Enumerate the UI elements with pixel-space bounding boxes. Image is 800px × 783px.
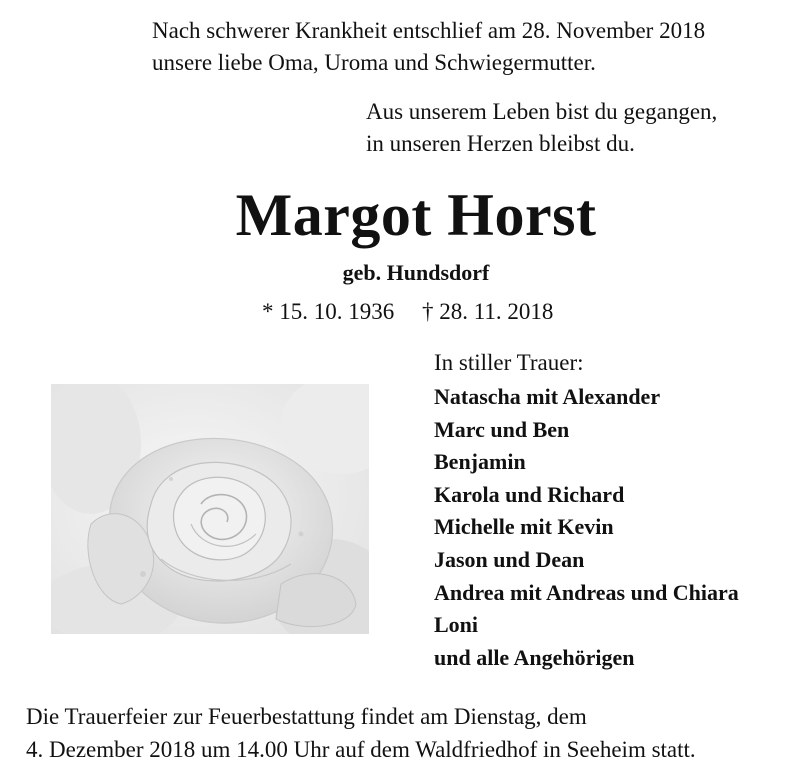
mourner-list [434, 381, 739, 674]
death-date: † 28. 11. 2018 [422, 299, 554, 324]
life-dates [262, 297, 553, 327]
birth-date: * 15. 10. 1936 [262, 299, 395, 324]
intro-line-2: unsere liebe Oma, Uroma und Schwiegermutter. [152, 50, 596, 75]
deceased-name: Margot Horst [235, 182, 597, 248]
mourner-item: Loni [434, 612, 479, 638]
mourners-heading: In stiller Trauer: [434, 350, 584, 375]
intro-line-1: Nach schwerer Krankheit entschlief am 28. November 2018 [152, 18, 706, 43]
rose-image [51, 384, 369, 634]
rose-illustration [51, 384, 369, 634]
mourner-item: und alle Angehörigen [434, 644, 635, 670]
maiden-name: geb. Hundsdorf [342, 260, 490, 285]
mourner-item: Natascha mit Alexander [434, 384, 661, 409]
funeral-line-2: 4. Dezember 2018 um 14.00 Uhr auf dem Waldfriedhof in Seeheim statt. [26, 737, 696, 762]
mourner-item: Michelle mit Kevin [434, 514, 614, 540]
verse-line-1: Aus unserem Leben bist du gegangen, [366, 99, 718, 124]
mourner-item: Benjamin [434, 449, 526, 475]
mourner-item: Marc und Ben [434, 416, 570, 442]
verse-line-2: in unseren Herzen bleibst du. [366, 131, 635, 156]
mourners-block [434, 348, 739, 674]
mourner-item: Jason und Dean [434, 546, 585, 572]
mourner-item: Karola und Richard [434, 481, 625, 507]
funeral-line-1: Die Trauerfeier zur Feuerbestattung findet am Dienstag, dem [26, 704, 587, 729]
mourner-item: Andrea mit Andreas und Chiara [434, 579, 739, 605]
